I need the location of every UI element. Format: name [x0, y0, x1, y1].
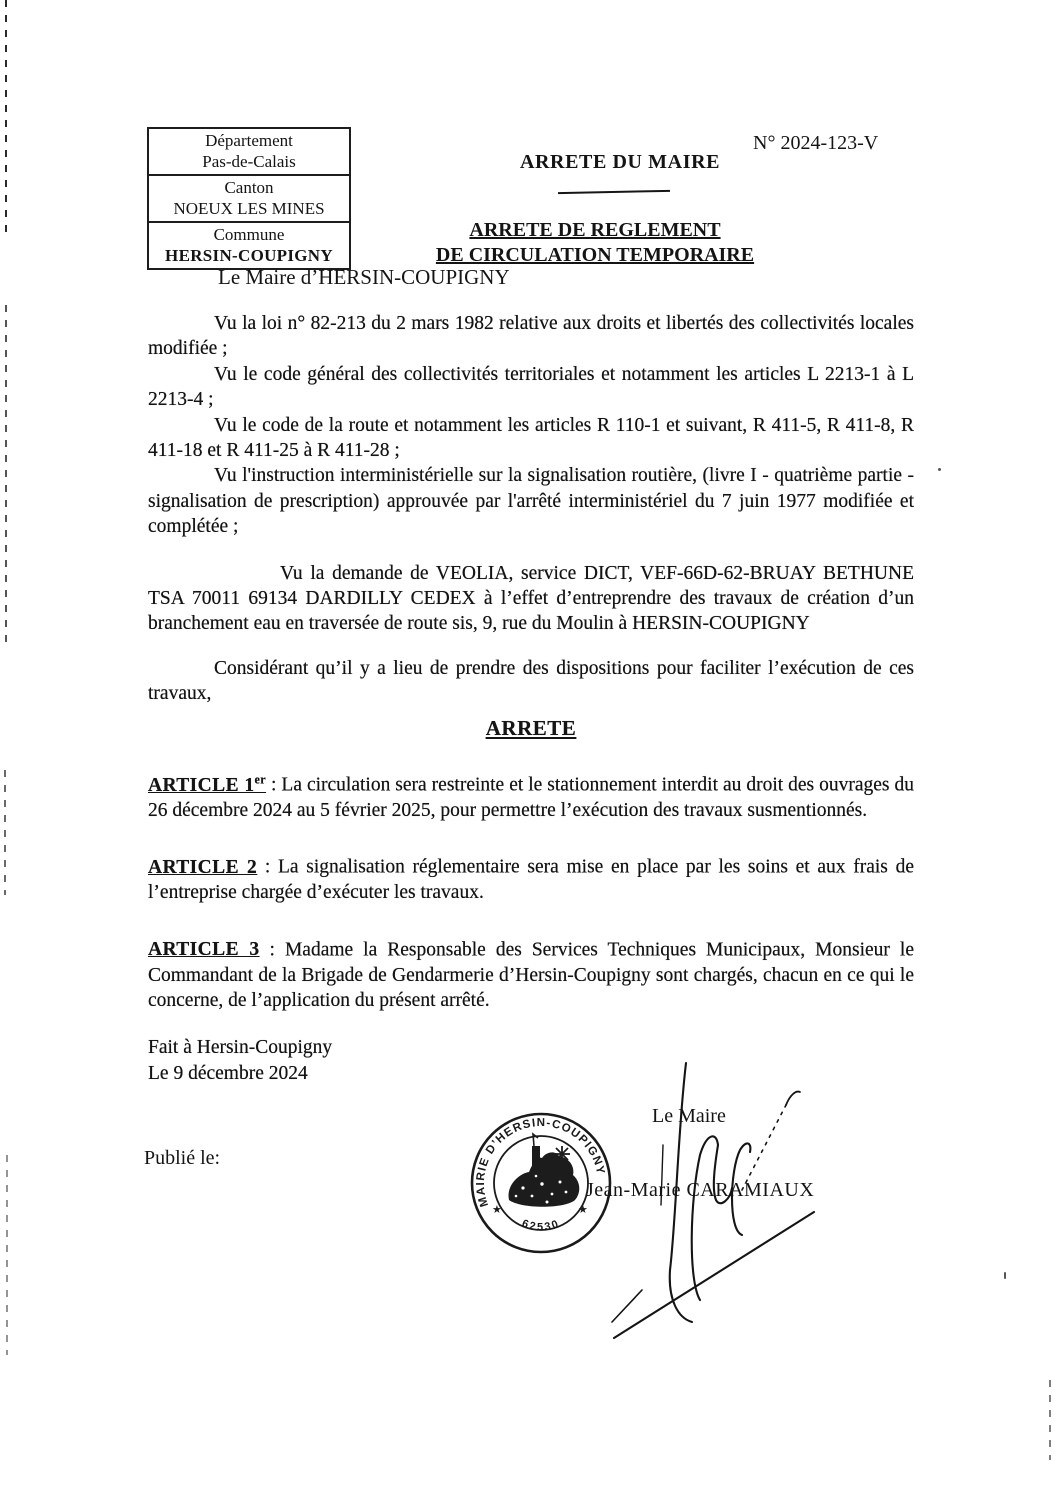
subtitle-line2: DE CIRCULATION TEMPORAIRE	[435, 244, 755, 266]
recital-code-route: Vu le code de la route et notamment les articles R 110-1 et suivant, R 411-5, R 411-8, R 411-18 et R 411-25 à R 411-28 ;	[148, 414, 914, 462]
recital-cgct: Vu le code général des collectivités territoriales et notamment les articles L 2213-1 à L 2213-4 ;	[148, 363, 914, 411]
scan-artifact-left-bottom	[6, 1155, 8, 1355]
request-paragraph: Vu la demande de VEOLIA, service DICT, VEF-66D-62-BRUAY BETHUNE TSA 70011 69134 DARDILLY CEDEX à l’effet d’entreprendre des travaux de création d’un branchement eau en traversée de route sis, 9, rue du Moulin à HERSIN-COUPIGNY	[148, 562, 914, 635]
place-line: Fait à Hersin-Coupigny	[148, 1037, 333, 1059]
article-2-label: ARTICLE 2	[148, 856, 258, 878]
stamp-postal-code-holder	[520, 1218, 562, 1234]
stamp-postal-code: 62530	[520, 1217, 562, 1234]
scan-artifact-right-bottom	[1049, 1380, 1051, 1460]
letterhead-canton-value: NOEUX LES MINES	[173, 199, 325, 218]
letterhead-canton	[149, 174, 349, 221]
article-3	[148, 932, 914, 1014]
title-divider	[558, 190, 670, 194]
signature-icon	[570, 1050, 860, 1360]
letterhead-departement-value: Pas-de-Calais	[202, 152, 296, 171]
letterhead-departement	[149, 129, 349, 174]
letterhead-departement-label: Département	[205, 131, 293, 150]
stamp-star-left-icon: ★	[492, 1204, 502, 1216]
scan-artifact-left-low	[4, 770, 6, 895]
document-number: N° 2024-123-V	[753, 132, 879, 154]
letterhead-commune-label: Commune	[213, 225, 285, 244]
scan-speck-1	[938, 468, 941, 471]
decree-heading: ARRETE	[485, 715, 577, 740]
article-1	[148, 767, 914, 823]
recital-law: Vu la loi n° 82-213 du 2 mars 1982 relative aux droits et libertés des collectivités locales modifiée ;	[148, 313, 914, 360]
opening-line: Le Maire d’HERSIN-COUPIGNY	[218, 265, 510, 289]
article-3-label: ARTICLE 3	[148, 939, 260, 961]
article-2	[148, 849, 914, 905]
letterhead-canton-label: Canton	[224, 178, 274, 197]
page-title: ARRETE DU MAIRE	[519, 151, 721, 173]
decree-body	[148, 311, 914, 1086]
scan-artifact-left-mid	[5, 305, 7, 645]
article-2-text: : La signalisation réglementaire sera mise en place par les soins et aux frais de l’entreprise chargée d’exécuter les travaux.	[148, 856, 914, 904]
subtitle-line1: ARRETE DE REGLEMENT	[469, 219, 721, 241]
letterhead-commune-value: HERSIN-COUPIGNY	[165, 246, 333, 265]
article-1-text: : La circulation sera restreinte et le stationnement interdit au droit des ouvrages du 26 décembre 2024 au 5 février 2025, pour permettre l’exécution des travaux susmentionnés.	[148, 774, 914, 821]
stamp-ring-text: MAIRIE D’HERSIN-COUPIGNY	[473, 1116, 608, 1209]
published-label: Publié le:	[144, 1147, 221, 1169]
document-subtitle	[415, 218, 775, 268]
article-3-text: : Madame la Responsable des Services Techniques Municipaux, Monsieur le Commandant de la Brigade de Gendarmerie d’Hersin-Coupigny sont chargés, chacun en ce qui le concerne, de l’application du présent arrêté.	[148, 939, 914, 1012]
letterhead-commune	[149, 221, 349, 268]
scan-speck-2	[1004, 1272, 1006, 1279]
scan-artifact-left-top	[5, 0, 7, 232]
considering-paragraph: Considérant qu’il y a lieu de prendre des dispositions pour faciliter l’exécution de ces travaux,	[148, 657, 914, 705]
signer-name: Jean-Marie CARAMIAUX	[586, 1179, 815, 1201]
article-1-label: ARTICLE 1er	[148, 772, 267, 796]
signer-title: Le Maire	[652, 1105, 726, 1127]
date-line: Le 9 décembre 2024	[148, 1062, 308, 1084]
recital-instruction: Vu l'instruction interministérielle sur la signalisation routière, (livre I - quatrième partie - signalisation de prescription) approuvée par l'arrêté interministériel du 7 juin 1977 modifiée et complétée ;	[148, 465, 914, 538]
article-1-sup: er	[254, 772, 267, 787]
letterhead-box	[147, 127, 351, 270]
stamp-star-right-icon: ★	[578, 1204, 588, 1216]
